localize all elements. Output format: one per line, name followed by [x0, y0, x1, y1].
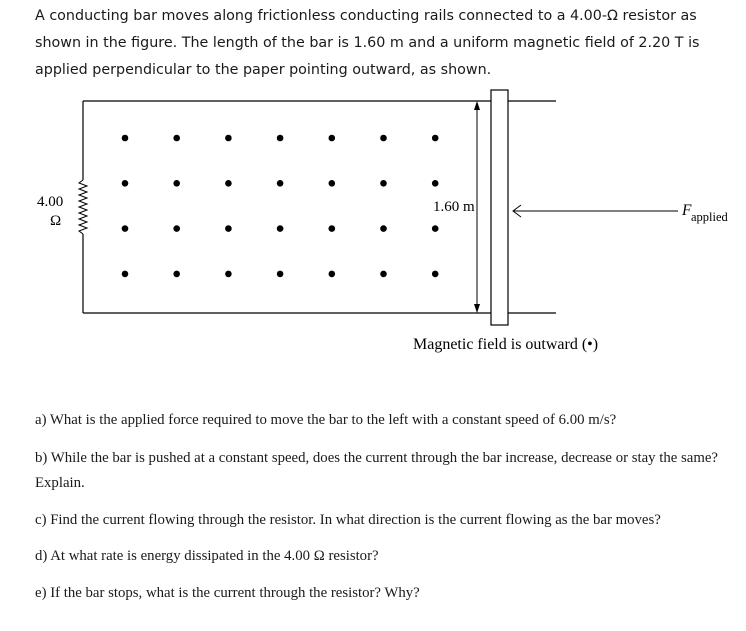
length-arrow-top — [474, 101, 480, 110]
field-dot — [122, 225, 129, 232]
question-b: b) While the bar is pushed at a constant speed, does the current through the bar increase, decrease or stay the same? Explain. — [35, 450, 718, 491]
field-dot — [277, 225, 284, 232]
field-dot — [225, 225, 232, 232]
field-dot — [432, 135, 439, 142]
field-dot — [277, 180, 284, 187]
question-e: e) If the bar stops, what is the current through the resistor? Why? — [35, 585, 420, 601]
field-dot — [380, 180, 387, 187]
question-c: c) Find the current flowing through the resistor. In what direction is the current flowing as the bar moves? — [35, 512, 661, 528]
field-dot — [380, 271, 387, 278]
conducting-bar — [491, 90, 508, 325]
force-subscript: applied — [691, 210, 728, 224]
field-dot — [173, 225, 180, 232]
field-dot — [329, 225, 336, 232]
field-dot — [225, 135, 232, 142]
resistor-symbol — [79, 180, 87, 234]
length-arrow-bottom — [474, 304, 480, 313]
resistor-value-label: 4.00 — [37, 194, 64, 210]
field-dot — [329, 135, 336, 142]
magnetic-field-dots — [122, 135, 439, 278]
field-dot — [432, 225, 439, 232]
field-caption: Magnetic field is outward (•) — [413, 336, 599, 353]
field-dot — [329, 271, 336, 278]
force-symbol: F — [682, 202, 692, 219]
field-dot — [122, 180, 129, 187]
field-dot — [380, 135, 387, 142]
field-dot — [122, 271, 129, 278]
field-dot — [432, 271, 439, 278]
field-dot — [277, 135, 284, 142]
field-dot — [173, 180, 180, 187]
resistor-unit-label: Ω — [50, 213, 62, 229]
field-dot — [225, 180, 232, 187]
field-dot — [173, 135, 180, 142]
bar-length-label: 1.60 m — [433, 199, 475, 215]
question-a: a) What is the applied force required to move the bar to the left with a constant speed of 6.00 m/s? — [35, 412, 617, 428]
problem-intro: A conducting bar moves along frictionless conducting rails connected to a 4.00-Ω resistor as shown in the figure. The length of the bar is 1.60 m and a uniform magnetic field of 2.20 T is applied perpendicular to the paper pointing outward, as shown. — [35, 8, 700, 78]
field-dot — [432, 180, 439, 187]
field-dot — [122, 135, 129, 142]
field-dot — [277, 271, 284, 278]
field-dot — [225, 271, 232, 278]
field-dot — [173, 271, 180, 278]
question-d: d) At what rate is energy dissipated in the 4.00 Ω resistor? — [35, 548, 379, 564]
field-dot — [380, 225, 387, 232]
field-dot — [329, 180, 336, 187]
